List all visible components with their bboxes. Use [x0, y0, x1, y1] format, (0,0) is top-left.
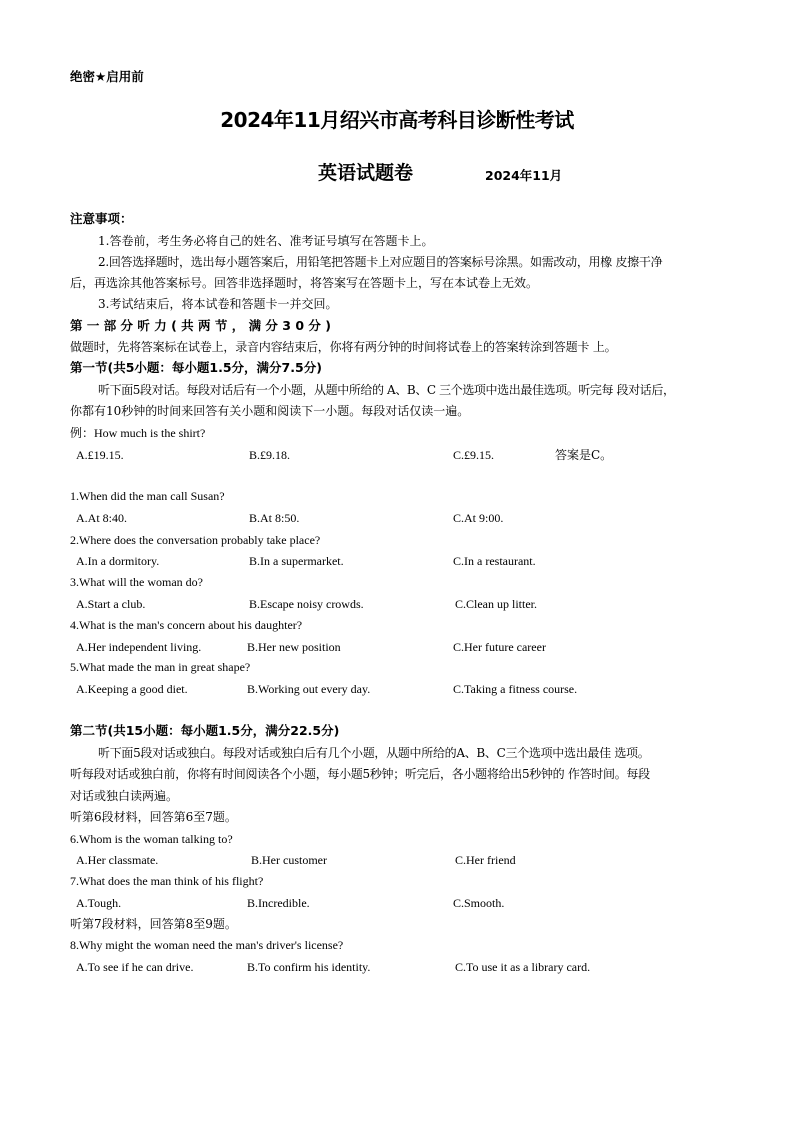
question-2-option-a: A.In a dormitory. — [76, 554, 160, 568]
confidential-mark: 绝密★启用前 — [70, 69, 144, 84]
question-6-option-b: B.Her customer — [251, 853, 327, 867]
example-question: 例：How much is the shirt? — [70, 426, 206, 440]
question-5: 5.What made the man in great shape? — [70, 660, 251, 674]
question-5-option-c: C.Taking a fitness course. — [453, 682, 578, 696]
question-6-option-a: A.Her classmate. — [76, 853, 159, 867]
example-option-c: C.£9.15. — [453, 448, 495, 462]
section2-intro-line-3: 对话或独白读两遍。 — [70, 789, 179, 803]
section1-intro-line-1: 听下面5段对话。每段对话后有一个小题，从题中所给的 A、B、C 三个选项中选出最佳选项。听完每 段对话后， — [98, 383, 675, 397]
question-4-option-a: A.Her independent living. — [76, 640, 202, 654]
question-7-option-b: B.Incredible. — [247, 896, 310, 910]
note-item-2-line-1: 2.回答选择题时，选出每小题答案后，用铅笔把答题卡上对应题目的答案标号涂黑。如需改动，用橡 皮擦干净 — [98, 255, 663, 269]
question-1-option-a: A.At 8:40. — [76, 511, 127, 525]
exam-title: 2024年11月绍兴市高考科目诊断性考试 — [220, 108, 574, 132]
section1-heading: 第一节(共5小题：每小题1.5分，满分7.5分) — [70, 360, 322, 375]
question-1-option-c: C.At 9:00. — [453, 511, 504, 525]
question-2-option-b: B.In a supermarket. — [249, 554, 344, 568]
section2-heading: 第二节(共15小题：每小题1.5分，满分22.5分) — [70, 723, 340, 738]
question-4: 4.What is the man's concern about his daughter? — [70, 618, 303, 632]
paper-date: 2024年11月 — [485, 168, 563, 183]
question-4-option-c: C.Her future career — [453, 640, 546, 654]
question-1-option-b: B.At 8:50. — [249, 511, 300, 525]
question-2: 2.Where does the conversation probably take place? — [70, 533, 321, 547]
example-option-b: B.£9.18. — [249, 448, 291, 462]
section2-intro-line-1: 听下面5段对话或独白。每段对话或独白后有几个小题，从题中所给的A、B、C三个选项中选出最佳 选项。 — [98, 746, 650, 760]
material-6-instruction: 听第6段材料，回答第6至7题。 — [70, 810, 237, 824]
example-option-a: A.£19.15. — [76, 448, 124, 462]
part1-intro: 做题时，先将答案标在试卷上，录音内容结束后，你将有两分钟的时间将试卷上的答案转涂到答题卡 上。 — [70, 340, 617, 354]
question-5-option-b: B.Working out every day. — [247, 682, 371, 696]
question-7-option-a: A.Tough. — [76, 896, 122, 910]
question-6-option-c: C.Her friend — [455, 853, 516, 867]
question-6: 6.Whom is the woman talking to? — [70, 832, 233, 846]
question-8: 8.Why might the woman need the man's driver's license? — [70, 938, 344, 952]
material-7-instruction: 听第7段材料，回答第8至9题。 — [70, 917, 237, 931]
paper-subtitle: 英语试题卷 — [318, 162, 414, 184]
section1-intro-line-2: 你都有10秒钟的时间来回答有关小题和阅读下一小题。每段对话仅读一遍。 — [70, 404, 470, 418]
question-4-option-b: B.Her new position — [247, 640, 341, 654]
example-answer: 答案是C。 — [555, 448, 613, 462]
question-1: 1.When did the man call Susan? — [70, 489, 225, 503]
question-8-option-c: C.To use it as a library card. — [455, 960, 591, 974]
question-8-option-a: A.To see if he can drive. — [76, 960, 194, 974]
question-7-option-c: C.Smooth. — [453, 896, 505, 910]
part1-heading: 第 一 部 分 听 力 ( 共 两 节 ， 满 分 3 0 分 ) — [70, 318, 331, 333]
note-item-1: 1.答卷前，考生务必将自己的姓名、准考证号填写在答题卡上。 — [98, 234, 434, 248]
question-3: 3.What will the woman do? — [70, 575, 203, 589]
question-7: 7.What does the man think of his flight? — [70, 874, 264, 888]
question-3-option-c: C.Clean up litter. — [455, 597, 537, 611]
section2-intro-line-2: 听每段对话或独白前，你将有时间阅读各个小题，每小题5秒钟；听完后，各小题将给出5秒钟的 作答时间。每段 — [70, 767, 650, 781]
question-5-option-a: A.Keeping a good diet. — [76, 682, 188, 696]
question-8-option-b: B.To confirm his identity. — [247, 960, 371, 974]
note-item-3: 3.考试结束后，将本试卷和答题卡一并交回。 — [98, 297, 338, 311]
note-item-2-line-2: 后，再选涂其他答案标号。回答非选择题时，将答案写在答题卡上，写在本试卷上无效。 — [70, 276, 539, 290]
notes-heading: 注意事项： — [70, 211, 133, 226]
question-3-option-b: B.Escape noisy crowds. — [249, 597, 364, 611]
question-3-option-a: A.Start a club. — [76, 597, 146, 611]
question-2-option-c: C.In a restaurant. — [453, 554, 536, 568]
